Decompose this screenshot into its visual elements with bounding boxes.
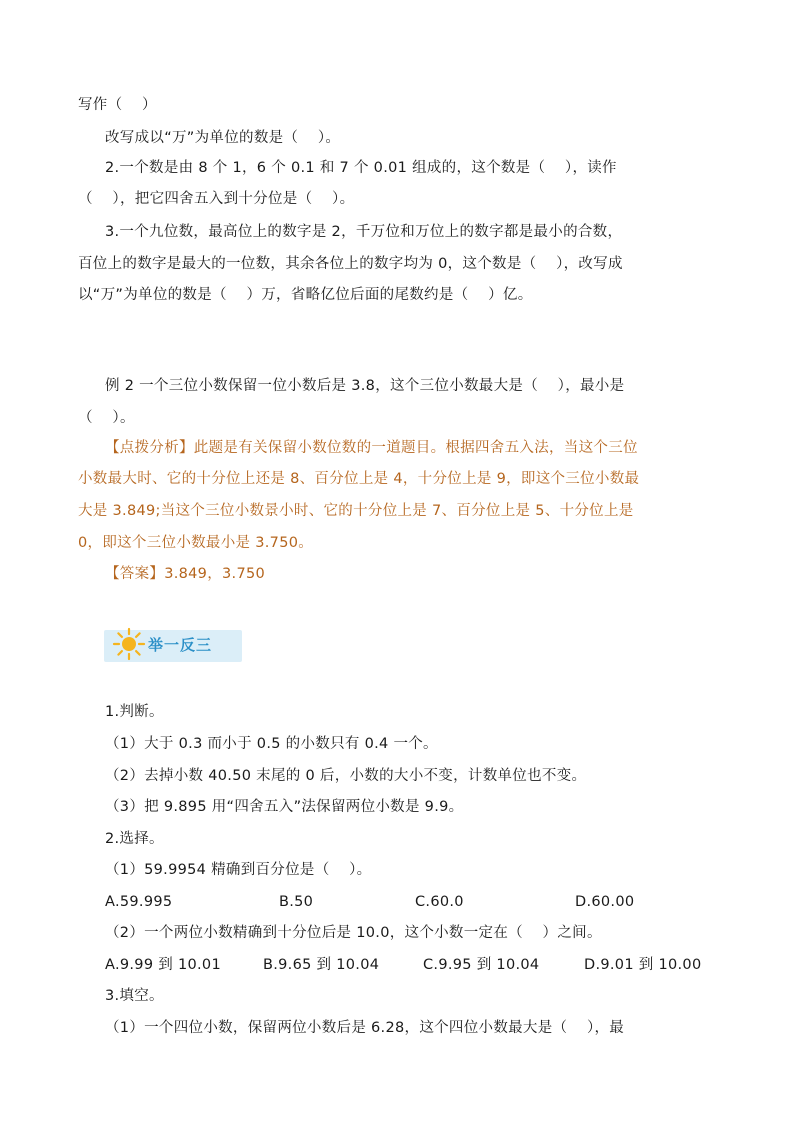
question-heading: 3.填空。 bbox=[105, 988, 164, 1004]
text-line: 百位上的数字是最大的一位数，其余各位上的数字均为 0，这个数是（ ），改写成 bbox=[78, 256, 623, 272]
text-line: （ ）。 bbox=[78, 410, 135, 426]
option-c: C.9.95 到 10.04 bbox=[423, 957, 540, 973]
text-line: 2.一个数是由 8 个 1，6 个 0.1 和 7 个 0.01 组成的，这个数是（ ），读作 bbox=[105, 160, 617, 176]
question-heading: 1.判断。 bbox=[105, 704, 164, 720]
option-a: A.9.99 到 10.01 bbox=[105, 957, 221, 973]
option-b: B.50 bbox=[279, 894, 314, 910]
text-line: （ ），把它四舍五入到十分位是（ ）。 bbox=[78, 191, 355, 207]
text-line: 3.一个九位数，最高位上的数字是 2，千万位和万位上的数字都是最小的合数， bbox=[105, 224, 623, 240]
analysis-line: 0，即这个三位小数最小是 3.750。 bbox=[78, 535, 314, 551]
text-line: 改写成以“万”为单位的数是（ ）。 bbox=[105, 130, 341, 146]
option-d: D.60.00 bbox=[575, 894, 635, 910]
option-d: D.9.01 到 10.00 bbox=[584, 957, 702, 973]
option-a: A.59.995 bbox=[105, 894, 173, 910]
analysis-line: 小数最大时、它的十分位上还是 8、百分位上是 4，十分位上是 9，即这个三位小数最 bbox=[78, 471, 640, 487]
text-line: 以“万”为单位的数是（ ）万，省略亿位后面的尾数约是（ ）亿。 bbox=[78, 287, 533, 303]
analysis-line: 大是 3.849;当这个三位小数景小时、它的十分位上是 7、百分位上是 5、十分位上是 bbox=[78, 503, 634, 519]
text-line: （1）大于 0.3 而小于 0.5 的小数只有 0.4 一个。 bbox=[105, 736, 438, 752]
text-line: 写作（ ） bbox=[78, 97, 157, 113]
option-c: C.60.0 bbox=[415, 894, 464, 910]
question-heading: 2.选择。 bbox=[105, 831, 164, 847]
text-line: （2）一个两位小数精确到十分位后是 10.0，这个小数一定在（ ）之间。 bbox=[105, 925, 602, 941]
analysis-line: 【点拨分析】此题是有关保留小数位数的一道题目。根据四舍五入法，当这个三位 bbox=[105, 440, 638, 456]
text-line: （3）把 9.895 用“四舍五入”法保留两位小数是 9.9。 bbox=[105, 799, 464, 815]
option-b: B.9.65 到 10.04 bbox=[263, 957, 380, 973]
text-line: （1）一个四位小数，保留两位小数后是 6.28，这个四位小数最大是（ ），最 bbox=[105, 1020, 625, 1036]
answer-line: 【答案】3.849，3.750 bbox=[105, 566, 266, 582]
text-line: （2）去掉小数 40.50 末尾的 0 后，小数的大小不变，计数单位也不变。 bbox=[105, 768, 587, 784]
example-question: 例 2 一个三位小数保留一位小数后是 3.8，这个三位小数最大是（ ），最小是 bbox=[105, 378, 625, 394]
sun-icon bbox=[112, 627, 146, 661]
text-line: （1）59.9954 精确到百分位是（ ）。 bbox=[105, 862, 372, 878]
section-title: 举一反三 bbox=[148, 636, 213, 654]
